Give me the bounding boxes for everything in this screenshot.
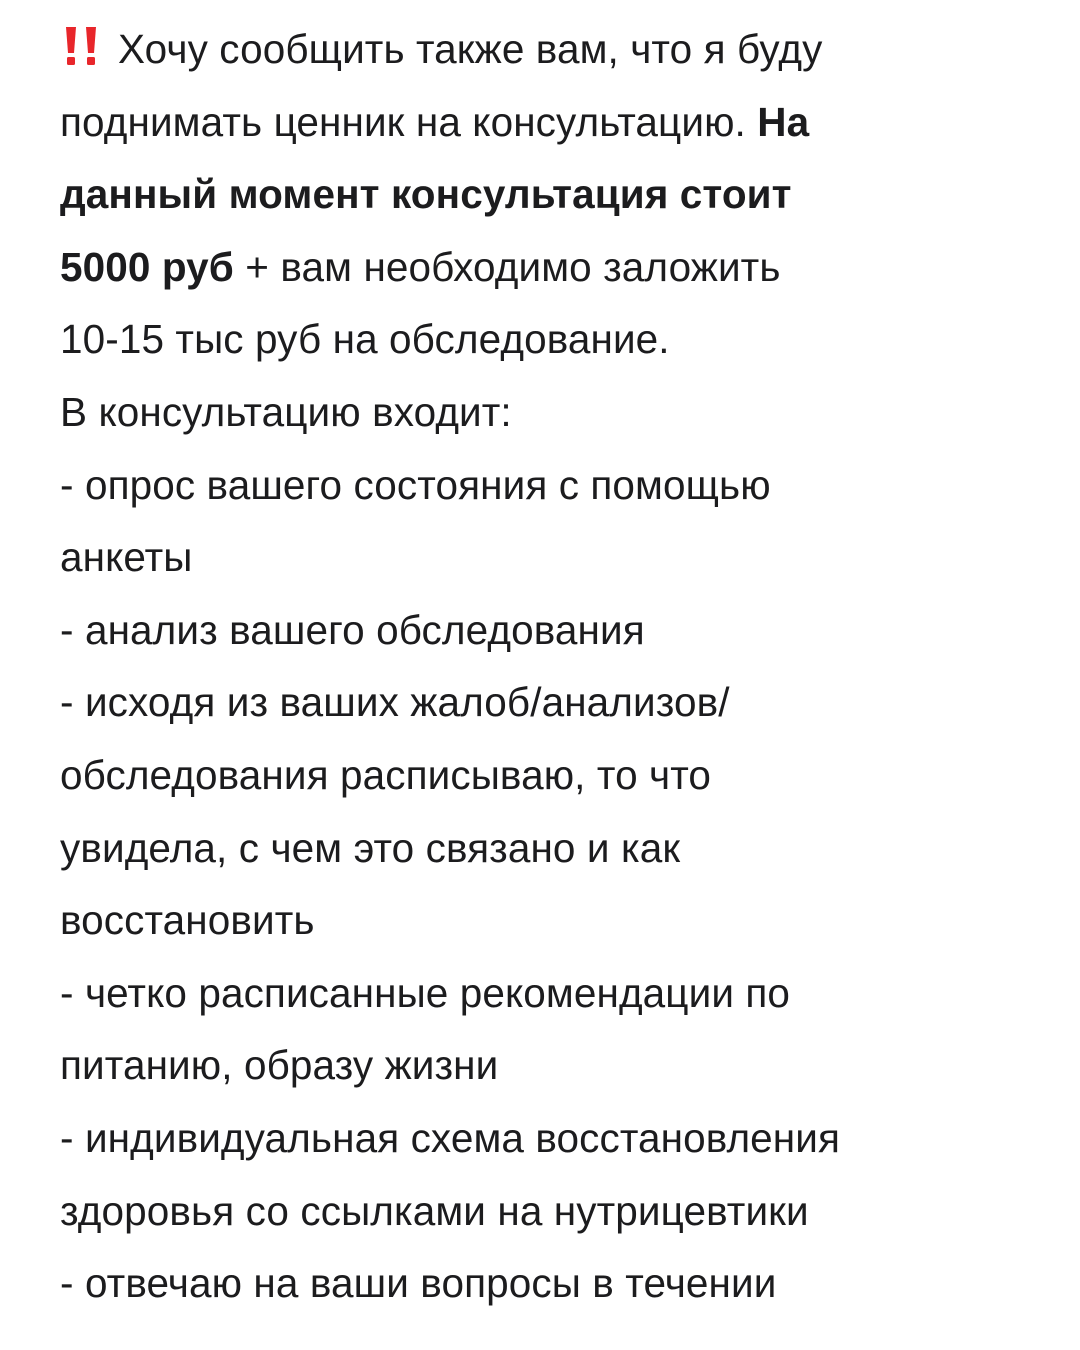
note-line-18: - отвечаю на ваши вопросы в течении — [60, 1260, 777, 1307]
note-line-5: 10-15 тыс руб на обследование. — [60, 316, 670, 363]
note-line-14: - четко расписанные рекомендации по — [60, 969, 791, 1016]
note-line-1-text: Хочу сообщить также вам, что я буду — [118, 26, 823, 72]
note-line-4 — [60, 231, 1050, 304]
note-line-1 — [60, 13, 1050, 86]
note-line-13: восстановить — [60, 897, 315, 944]
note-line-11: обследования расписываю, то что — [60, 751, 712, 798]
note-text-body — [60, 13, 1050, 1320]
note-line-7: - опрос вашего состояния с помощью — [60, 461, 771, 508]
note-line-16: - индивидуальная схема восстановления — [60, 1114, 841, 1161]
price-bold: 5000 руб — [60, 243, 234, 290]
note-line-12: увидела, с чем это связано и как — [60, 824, 681, 871]
note-line-2-text: поднимать ценник на консультацию. — [60, 98, 758, 145]
note-line-8: анкеты — [60, 534, 193, 581]
double-exclamation-icon — [60, 26, 112, 66]
note-line-2 — [60, 86, 1050, 159]
note-line-3: данный момент консультация стоит — [60, 171, 792, 218]
note-line-2-bold: На — [757, 98, 810, 145]
note-line-15: питанию, образу жизни — [60, 1042, 499, 1089]
note-line-4-text: + вам необходимо заложить — [233, 243, 781, 290]
note-line-17: здоровья со ссылками на нутрицевтики — [60, 1187, 809, 1234]
note-line-6: В консультацию входит: — [60, 388, 512, 435]
note-line-10: - исходя из ваших жалоб/анализов/ — [60, 679, 730, 726]
note-line-9: - анализ вашего обследования — [60, 606, 645, 653]
